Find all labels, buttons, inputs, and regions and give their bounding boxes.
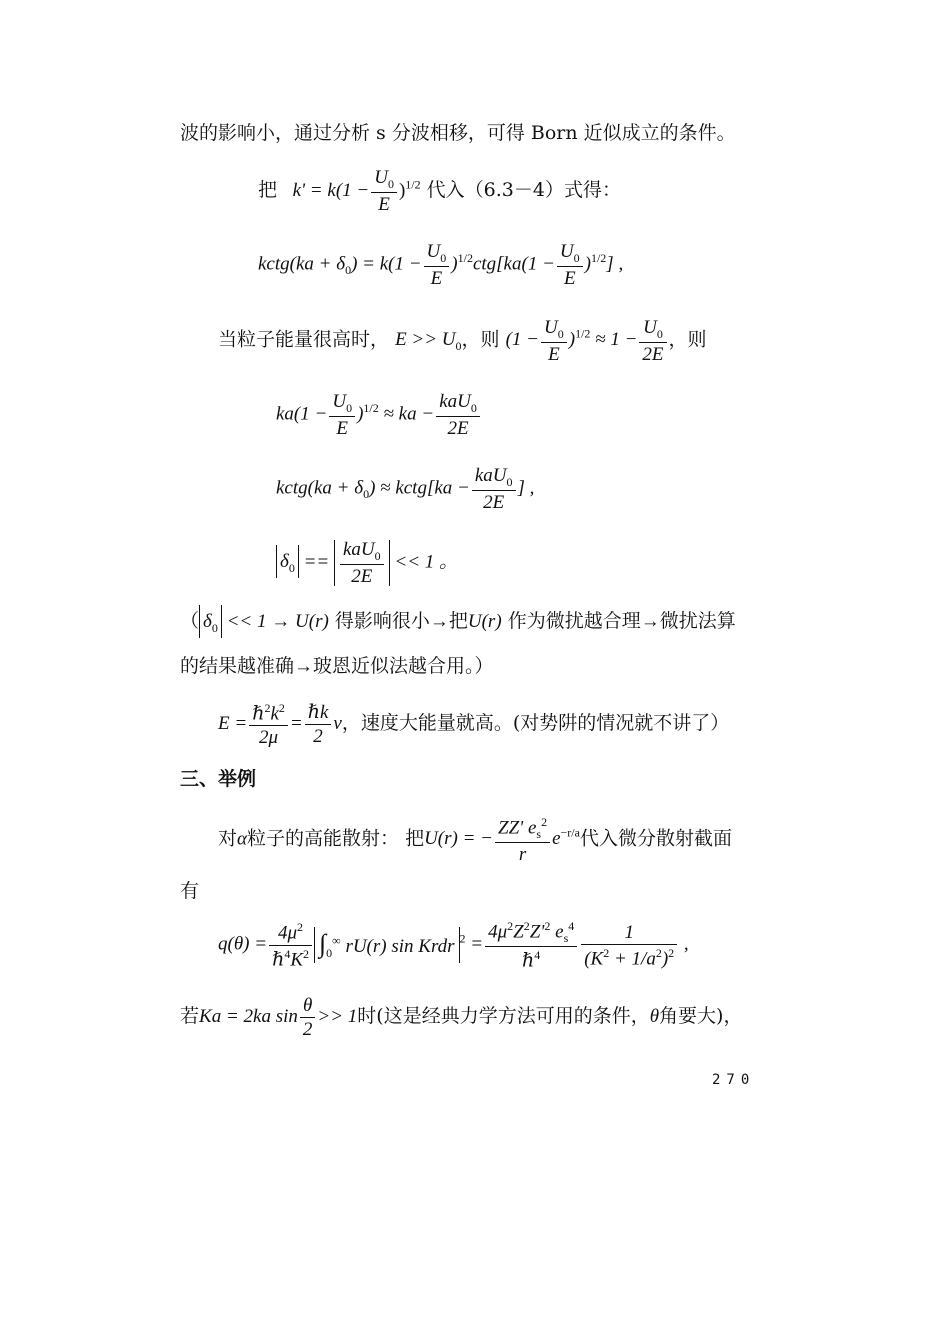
text-classical-condition: 时(这是经典力学方法可用的条件，: [357, 1004, 650, 1027]
text-high-energy: 当粒子能量很高时，: [218, 328, 390, 351]
text-cross-section: 代入微分散射截面: [579, 827, 732, 850]
text-line-8: （ $\delta_0 << 1 \to U(r)$ 得影响很小→把U(r) 作为微扰越合理→微扰法算: [180, 612, 736, 634]
text-then-2: ，则: [668, 328, 707, 351]
equation-5: q(θ) = $\frac{4\mu^2}{\hbar^4K^2}$ $\int_0^\infty$ rU(r) sin Krdr $^2$ = $\frac{4\mu^2Z^2Z'^2 e_s^4}{\hbar^4}$ $\frac{1}{(K^2 + 1/a^2)^2}$ ,: [218, 919, 689, 972]
text-angle-large: 角要大)，: [659, 1004, 743, 1027]
math-frac-u0-e: $\frac{U_0}{E}$: [371, 168, 397, 214]
text-ruo: 若: [180, 1004, 200, 1027]
text-line-10: E = $\frac{\hbar^2k^2}{2\mu}$ = $\frac{\text{ℏk}}{2}$ v，速度大能量就高。(对势阱的情况就不讲了）: [218, 701, 730, 749]
math-kprime: k' = k(1 −: [283, 179, 370, 201]
text-substitute: 代入（6.3－4）式得：: [426, 178, 621, 201]
text-velocity-energy: ，速度大能量就高。(对势阱的情况就不讲了）: [341, 712, 730, 735]
text-perturbation-calc: 微扰法算: [659, 610, 736, 632]
text-dui: 对: [218, 827, 238, 850]
text-perturbation-reasonable: 作为微扰越合理: [507, 610, 641, 632]
text-line-1: 波的影响小，通过分析 s 分波相移，可得 Born 近似成立的条件。: [180, 122, 736, 144]
page-number: 270: [712, 1072, 756, 1088]
text-line-9: 的结果越准确→玻恩近似法越合用。）: [180, 655, 494, 677]
text-ba: 把: [258, 178, 278, 201]
text-born-applicable: 玻恩近似法越合用。）: [313, 655, 494, 677]
equation-2: ka(1 − $\frac{U_0}{E}$ )$^{1/2}$ ≈ ka − $\frac{kaU_0}{2E}$: [276, 392, 482, 438]
text-line-13: 有: [180, 880, 200, 902]
text-little-influence: 得影响很小: [334, 610, 430, 632]
text-line-2: 把 k' = k(1 − $\frac{U_0}{E}$ )$^{1/2}$ 代入（6.3－4）式得：: [258, 167, 621, 215]
equation-4: $\delta_0$ == $\frac{kaU_0}{2E}$ << 1 。: [276, 540, 458, 586]
text-ba-3: 把: [405, 827, 425, 850]
equation-1: kctg(ka + $\delta_0) = k(1$ − $\frac{U_0}{E}$ )$^{1/2}$ctg[ka(1 − $\frac{U_0}{E}$ )$^{1/2}$] ,: [258, 241, 624, 289]
text-result-accurate: 的结果越准确: [180, 655, 295, 677]
text-line-15: 若Ka = 2ka sin $\frac{\theta}{2}$ >> 1时(这是经典力学方法可用的条件，θ角要大)，: [180, 995, 743, 1040]
section-heading: 三、举例: [180, 768, 257, 790]
text-then-1: ，则: [461, 328, 500, 351]
text-line-4: 当粒子能量很高时， $E >> U_0$，则 (1 − $\frac{U_0}{E}$ )$^{1/2}$ ≈ 1 − $\frac{U_0}{2E}$ ，则: [218, 317, 707, 365]
text-alpha-scattering: 粒子的高能散射：: [247, 827, 400, 850]
text-line-12: 对α粒子的高能散射： 把U(r) = − $\frac{ZZ' e_s^2}{r}$ $e^{-r/a}$代入微分散射截面: [218, 815, 732, 866]
text-paren-open: （: [180, 610, 200, 632]
equation-3: kctg(ka + $\delta_0$) ≈ kctg[ka − $\frac{kaU_0}{2E}$ ] ,: [276, 465, 535, 513]
text-ba-2: 把: [448, 610, 468, 632]
